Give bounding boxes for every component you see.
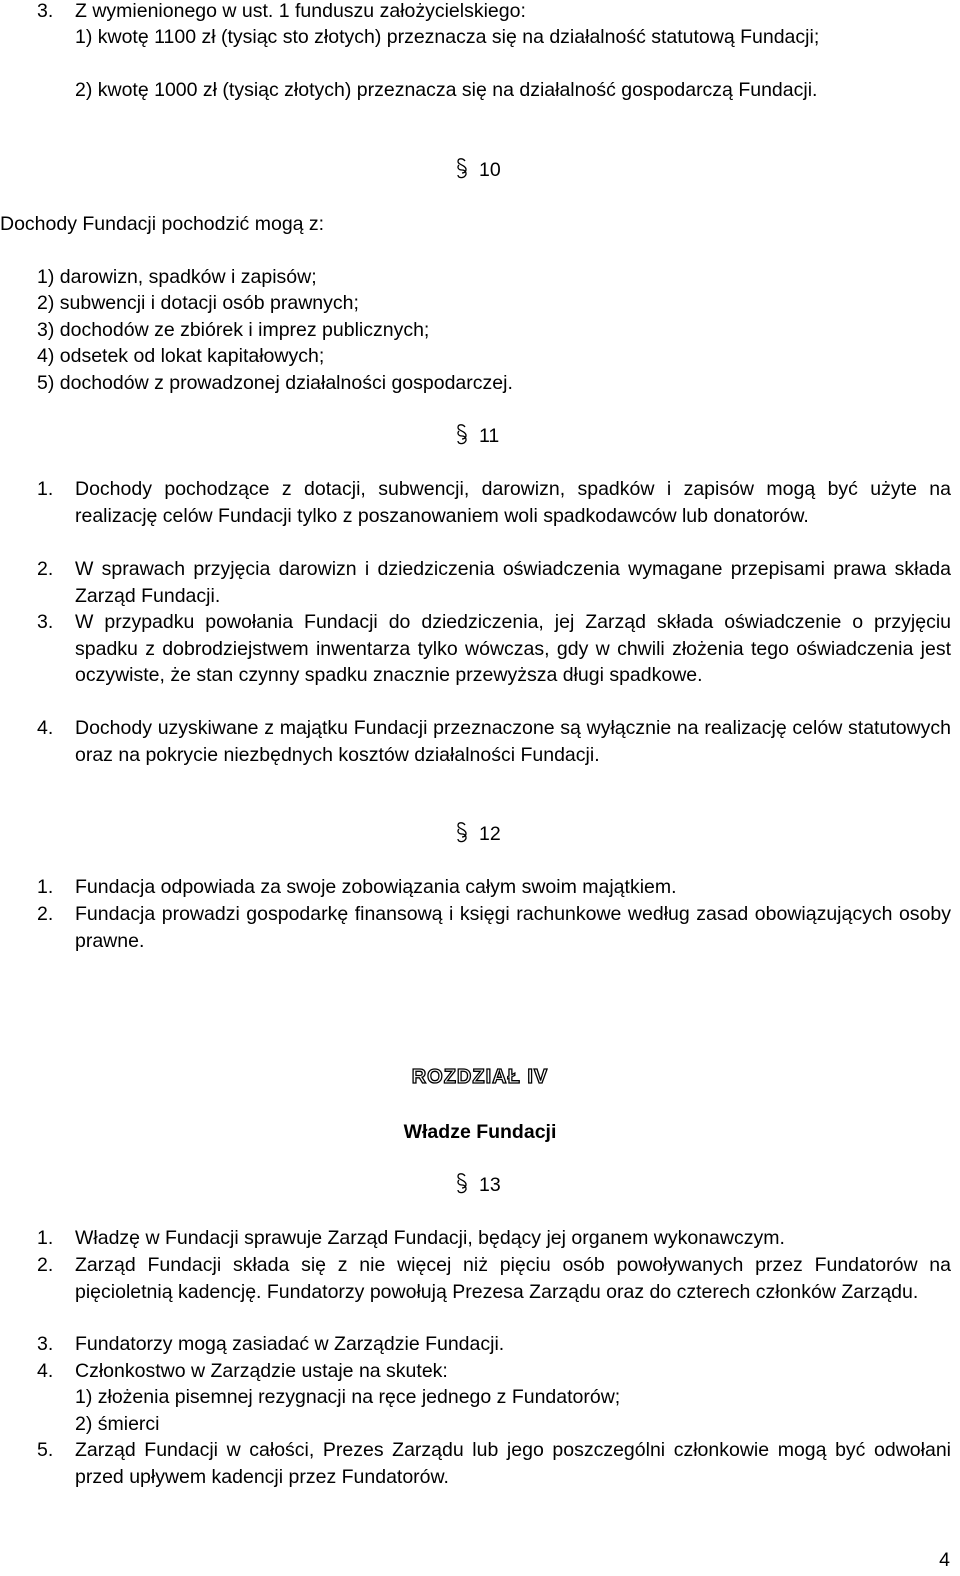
section-11-heading [454, 423, 499, 450]
section-13-number: 13 [479, 1174, 501, 1196]
section-13-item-4-number: 4. [37, 1360, 54, 1382]
section-sign-icon [454, 157, 474, 177]
section-13-item-2-number: 2. [37, 1254, 54, 1276]
section-13-heading [454, 1172, 501, 1199]
section-12-item-1-number: 1. [37, 876, 54, 898]
section-10-item-3: 3) dochodów ze zbiórek i imprez publicznych; [37, 319, 430, 341]
section-11-item-2-text: W sprawach przyjęcia darowizn i dziedziczenia oświadczenia wymagane przepisami prawa składa Zarząd Fundacji. [75, 558, 951, 607]
para9-3-item-2: 2) kwotę 1000 zł (tysiąc złotych) przeznacza się na działalność gospodarczą Fundacji. [75, 79, 818, 101]
section-10-intro: Dochody Fundacji pochodzić mogą z: [0, 213, 325, 235]
section-10-item-2: 2) subwencji i dotacji osób prawnych; [37, 292, 359, 314]
page-number: 4 [939, 1549, 950, 1571]
chapter-subtitle: Władze Fundacji [403, 1121, 557, 1143]
section-13-item-2-text: Zarząd Fundacji składa się z nie więcej niż pięciu osób powoływanych przez Fundatorów na pięcioletnią kadencję. Fundatorzy powołują Prezesa Zarządu oraz do czterech członków Zarządu. [75, 1254, 951, 1303]
section-11-item-4-number: 4. [37, 717, 54, 739]
section-10-item-4: 4) odsetek od lokat kapitałowych; [37, 345, 325, 367]
section-10-item-1: 1) darowizn, spadków i zapisów; [37, 266, 317, 288]
para9-3-number: 3. [37, 0, 54, 22]
section-sign-icon [454, 1172, 474, 1192]
section-13-item-5-text: Zarząd Fundacji w całości, Prezes Zarządu lub jego poszczególni członkowie mogą być odwołani przed upływem kadencji przez Fundatorów. [75, 1439, 951, 1488]
section-11-item-4-text: Dochody uzyskiwane z majątku Fundacji przeznaczone są wyłącznie na realizację celów statutowych oraz na pokrycie niezbędnych kosztów działalności Fundacji. [75, 717, 951, 766]
section-12-item-2-text: Fundacja prowadzi gospodarkę finansową i księgi rachunkowe według zasad obowiązujących osoby prawne. [75, 903, 951, 952]
section-11-item-3-number: 3. [37, 611, 54, 633]
section-13-item-1-number: 1. [37, 1227, 54, 1249]
section-11-item-3-text: W przypadku powołania Fundacji do dziedziczenia, jej Zarząd składa oświadczenie o przyjęciu spadku z dobrodziejstwem inwentarza tylko wówczas, gdy w chwili złożenia tego oświadczenia jest oczywiste, że stan czynny spadku znacznie przewyższa długi spadkowe. [75, 611, 951, 686]
section-12-number: 12 [479, 823, 501, 845]
para9-3-item-1: 1) kwotę 1100 zł (tysiąc sto złotych) przeznacza się na działalność statutową Fundacji; [75, 26, 820, 48]
section-11-number: 11 [479, 425, 500, 447]
section-13-item-5-number: 5. [37, 1439, 54, 1461]
section-13-item-4-sub-1: 1) złożenia pisemnej rezygnacji na ręce jednego z Fundatorów; [75, 1386, 621, 1408]
section-10-number: 10 [479, 159, 501, 181]
chapter-title: ROZDZIAŁ IV [411, 1066, 549, 1088]
section-13-item-3-number: 3. [37, 1333, 54, 1355]
section-11-item-2-number: 2. [37, 558, 54, 580]
section-11-item-1-text: Dochody pochodzące z dotacji, subwencji, darowizn, spadków i zapisów mogą być użyte na realizację celów Fundacji tylko z poszanowaniem woli spadkodawców lub donatorów. [75, 478, 951, 527]
section-13-item-3-text: Fundatorzy mogą zasiadać w Zarządzie Fundacji. [75, 1333, 505, 1355]
section-13-item-4-sub-2: 2) śmierci [75, 1413, 160, 1435]
section-13-item-1-text: Władzę w Fundacji sprawuje Zarząd Fundacji, będący jej organem wykonawczym. [75, 1227, 785, 1249]
section-12-heading [454, 821, 501, 848]
section-10-item-5: 5) dochodów z prowadzonej działalności gospodarczej. [37, 372, 513, 394]
section-13-item-4-text: Członkostwo w Zarządzie ustaje na skutek: [75, 1360, 448, 1382]
section-12-item-2-number: 2. [37, 903, 54, 925]
section-sign-icon [454, 423, 474, 443]
section-11-item-1-number: 1. [37, 478, 54, 500]
section-10-heading [454, 157, 501, 184]
section-sign-icon [454, 821, 474, 841]
section-12-item-1-text: Fundacja odpowiada za swoje zobowiązania całym swoim majątkiem. [75, 876, 677, 898]
para9-3-text: Z wymienionego w ust. 1 funduszu założycielskiego: [75, 0, 526, 22]
